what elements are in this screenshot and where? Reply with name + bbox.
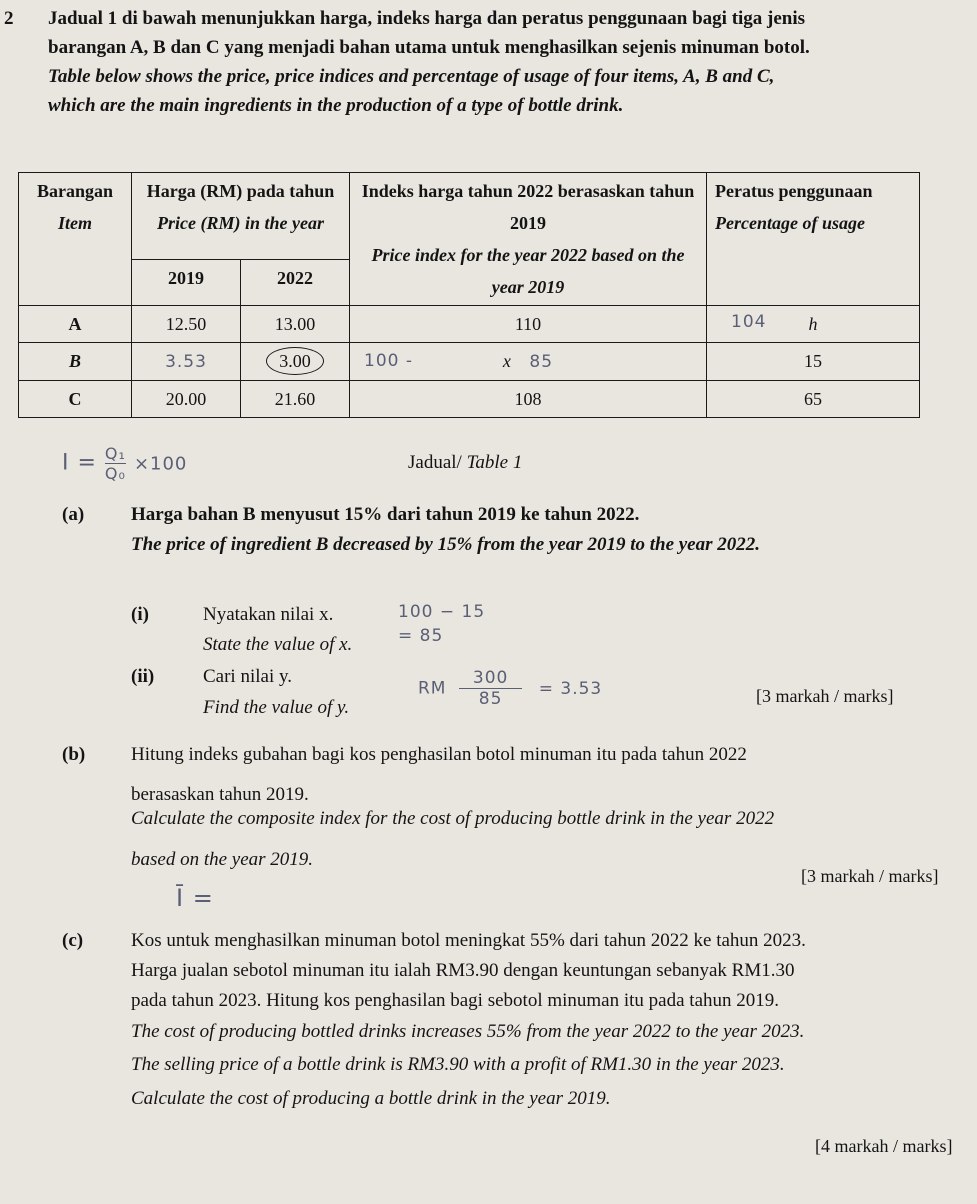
part-a-i-malay: Nyatakan nilai x. <box>203 604 334 625</box>
row-b-item: B <box>19 343 132 381</box>
part-c-english-line-1: The cost of producing bottled drinks increases 55% from the year 2022 to the year 2023. <box>131 1021 805 1042</box>
part-c-english-line-2: The selling price of a bottle drink is RM3.90 with a profit of RM1.30 in the year 2023. <box>131 1054 785 1075</box>
row-c-price-2019: 20.00 <box>132 381 241 418</box>
row-b-price-2022: 3.00 <box>241 343 350 381</box>
part-a-label: (a) <box>62 504 85 525</box>
part-a-ii-english: Find the value of y. <box>203 697 350 718</box>
part-b-label: (b) <box>62 744 86 765</box>
header-item: Barangan Item <box>19 173 132 306</box>
row-a-usage: 104 h <box>707 306 920 343</box>
header-price: Harga (RM) pada tahun Price (RM) in the year <box>132 173 350 260</box>
row-a-hand-note: 104 <box>731 312 767 332</box>
part-b-malay-line-1: Hitung indeks gubahan bagi kos penghasilan botol minuman itu pada tahun 2022 <box>131 744 747 765</box>
row-c-item: C <box>19 381 132 418</box>
part-c-marks: [4 markah / marks] <box>815 1136 953 1156</box>
part-b-malay-line-2: berasaskan tahun 2019. <box>131 784 309 805</box>
part-a-i-english: State the value of x. <box>203 634 353 655</box>
price-index-table <box>18 172 920 418</box>
row-b-index: 100 - x 85 <box>350 343 707 381</box>
row-b-hand-index-left: 100 - <box>364 351 413 371</box>
part-a-ii-malay: Cari nilai y. <box>203 666 292 687</box>
hand-b-note: Ī = <box>176 884 214 912</box>
table-caption: Jadual/ Table 1 <box>408 452 523 473</box>
header-usage: Peratus penggunaan Percentage of usage <box>707 173 920 306</box>
header-index: Indeks harga tahun 2022 berasaskan tahun 2019 Price index for the year 2022 based on the year 2019 <box>350 173 707 306</box>
header-year-2019: 2019 <box>132 259 241 305</box>
intro-english-line-2: which are the main ingredients in the production of a type of bottle drink. <box>48 95 624 116</box>
part-c-malay-line-1: Kos untuk menghasilkan minuman botol meningkat 55% dari tahun 2022 ke tahun 2023. <box>131 930 806 951</box>
part-a-malay: Harga bahan B menyusut 15% dari tahun 2019 ke tahun 2022. <box>131 504 640 525</box>
part-c-malay-line-2: Harga jualan sebotol minuman itu ialah RM3.90 dengan keuntungan sebanyak RM1.30 <box>131 960 795 981</box>
intro-english-line-1: Table below shows the price, price indices and percentage of usage of four items, A, B and C, <box>48 66 775 87</box>
question-number: 2 <box>4 8 14 29</box>
row-b-hand-index-right: 85 <box>529 352 554 372</box>
part-a-i-label: (i) <box>131 604 149 625</box>
part-c-english-line-3: Calculate the cost of producing a bottle drink in the year 2019. <box>131 1088 611 1109</box>
row-a-price-2019: 12.50 <box>132 306 241 343</box>
part-a-ii-label: (ii) <box>131 666 155 687</box>
part-b-english-line-2: based on the year 2019. <box>131 849 314 870</box>
row-a-index: 110 <box>350 306 707 343</box>
row-c-price-2022: 21.60 <box>241 381 350 418</box>
hand-a-ii-working: RM $\frac{300}{85}$ = 3.53 <box>418 668 603 709</box>
row-c-index: 108 <box>350 381 707 418</box>
part-a-marks: [3 markah / marks] <box>756 686 894 706</box>
part-a-english: The price of ingredient B decreased by 15% from the year 2019 to the year 2022. <box>131 534 761 555</box>
hand-a-i-line-2: = 85 <box>398 626 444 646</box>
hand-a-i-line-1: 100 − 15 <box>398 602 486 622</box>
part-b-marks: [3 markah / marks] <box>801 866 939 886</box>
intro-malay-line-2: barangan A, B dan C yang menjadi bahan utama untuk menghasilkan sejenis minuman botol. <box>48 37 810 58</box>
header-year-2022: 2022 <box>241 259 350 305</box>
row-b-usage: 15 <box>707 343 920 381</box>
row-b-hand-note: 3.53 <box>165 352 207 372</box>
part-c-label: (c) <box>62 930 84 951</box>
part-b-english-line-1: Calculate the composite index for the cost of producing bottle drink in the year 2022 <box>131 808 775 829</box>
row-a-price-2022: 13.00 <box>241 306 350 343</box>
row-c-usage: 65 <box>707 381 920 418</box>
intro-malay-line-1: Jadual 1 di bawah menunjukkan harga, indeks harga dan peratus penggunaan bagi tiga jenis <box>48 8 806 29</box>
row-b-price-2019 <box>132 343 241 381</box>
hand-formula: I = $\frac{\text{Q₁}}{\text{Q₀}}$ ×100 <box>62 444 188 483</box>
part-c-malay-line-3: pada tahun 2023. Hitung kos penghasilan bagi sebotol minuman itu pada tahun 2019. <box>131 990 780 1011</box>
row-a-item: A <box>19 306 132 343</box>
